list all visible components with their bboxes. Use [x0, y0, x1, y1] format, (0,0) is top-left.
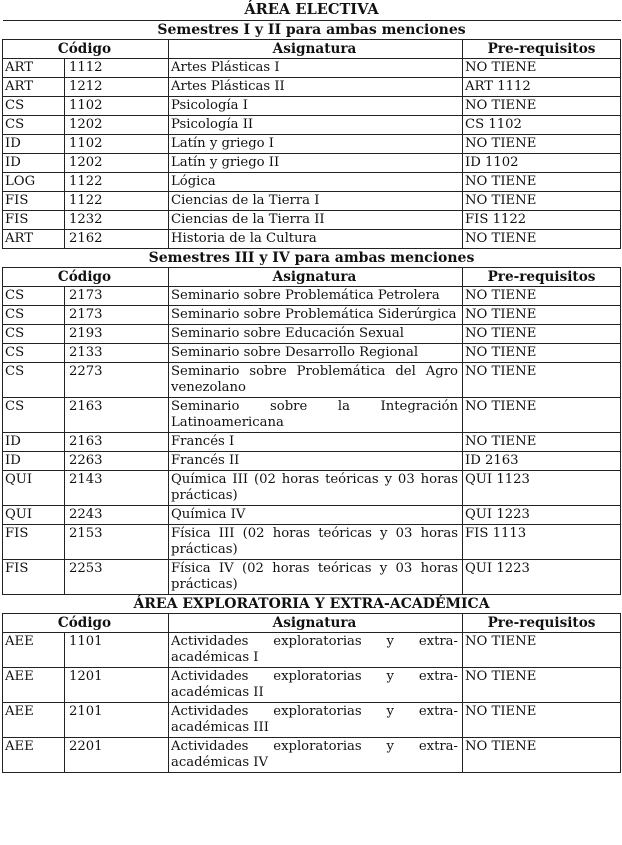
dept-cell: AEE: [3, 737, 65, 772]
subject-cell: Latín y griego II: [169, 153, 463, 172]
prerequisite-cell: NO TIENE: [463, 172, 621, 191]
dept-cell: LOG: [3, 172, 65, 191]
prerequisite-cell: QUI 1223: [463, 559, 621, 594]
prerequisite-cell: ART 1112: [463, 77, 621, 96]
subject-cell: Francés I: [169, 432, 463, 451]
table-row: [3, 343, 621, 362]
dept-cell: QUI: [3, 505, 65, 524]
dept-cell: CS: [3, 286, 65, 305]
prerequisite-cell: QUI 1223: [463, 505, 621, 524]
prerequisite-cell: FIS 1113: [463, 524, 621, 559]
section-title: Semestres I y II para ambas menciones: [3, 20, 621, 39]
table-row: [3, 559, 621, 594]
header-codigo: Código: [3, 267, 169, 286]
subject-cell: Química III (02 horas teóricas y 03 horas prácticas): [169, 470, 463, 505]
prerequisite-cell: NO TIENE: [463, 58, 621, 77]
subject-cell: Seminario sobre Problemática Petrolera: [169, 286, 463, 305]
dept-cell: CS: [3, 343, 65, 362]
table-row: [3, 702, 621, 737]
number-cell: 1102: [65, 134, 169, 153]
prerequisite-cell: CS 1102: [463, 115, 621, 134]
section-title: ÁREA EXPLORATORIA Y EXTRA-ACADÉMICA: [3, 594, 621, 613]
subject-cell: Química IV: [169, 505, 463, 524]
number-cell: 2253: [65, 559, 169, 594]
dept-cell: CS: [3, 397, 65, 432]
subject-cell: Francés II: [169, 451, 463, 470]
prerequisite-cell: NO TIENE: [463, 324, 621, 343]
dept-cell: CS: [3, 324, 65, 343]
table-row: [3, 58, 621, 77]
table-row: [3, 632, 621, 667]
prerequisite-cell: NO TIENE: [463, 305, 621, 324]
dept-cell: FIS: [3, 559, 65, 594]
table-row: [3, 77, 621, 96]
header-prerequisitos: Pre-requisitos: [463, 267, 621, 286]
prerequisite-cell: NO TIENE: [463, 286, 621, 305]
table-row: [3, 210, 621, 229]
number-cell: 1212: [65, 77, 169, 96]
table-row: [3, 432, 621, 451]
dept-cell: CS: [3, 115, 65, 134]
subject-cell: Física III (02 horas teóricas y 03 horas prácticas): [169, 524, 463, 559]
table-row: [3, 667, 621, 702]
number-cell: 2263: [65, 451, 169, 470]
page-title: ÁREA ELECTIVA: [244, 1, 379, 18]
dept-cell: ID: [3, 134, 65, 153]
dept-cell: CS: [3, 96, 65, 115]
prerequisite-cell: NO TIENE: [463, 229, 621, 248]
header-asignatura: Asignatura: [169, 267, 463, 286]
prerequisite-cell: NO TIENE: [463, 737, 621, 772]
table-row: [3, 470, 621, 505]
subject-cell: Actividades exploratorias y extra-académicas II: [169, 667, 463, 702]
prerequisite-cell: FIS 1122: [463, 210, 621, 229]
number-cell: 2101: [65, 702, 169, 737]
number-cell: 1202: [65, 115, 169, 134]
prerequisite-cell: QUI 1123: [463, 470, 621, 505]
number-cell: 2173: [65, 286, 169, 305]
dept-cell: ART: [3, 58, 65, 77]
subject-cell: Latín y griego I: [169, 134, 463, 153]
table-row: [3, 134, 621, 153]
dept-cell: CS: [3, 305, 65, 324]
prerequisite-cell: NO TIENE: [463, 191, 621, 210]
dept-cell: AEE: [3, 667, 65, 702]
dept-cell: ID: [3, 451, 65, 470]
dept-cell: FIS: [3, 524, 65, 559]
prerequisite-cell: NO TIENE: [463, 632, 621, 667]
number-cell: 2162: [65, 229, 169, 248]
header-asignatura: Asignatura: [169, 39, 463, 58]
table-row: [3, 505, 621, 524]
table-row: [3, 737, 621, 772]
number-cell: 2201: [65, 737, 169, 772]
table-row: [3, 305, 621, 324]
table-row: [3, 172, 621, 191]
section-title: Semestres III y IV para ambas menciones: [3, 248, 621, 267]
number-cell: 1112: [65, 58, 169, 77]
number-cell: 1101: [65, 632, 169, 667]
table-row: [3, 286, 621, 305]
section-title-row: [3, 248, 621, 267]
subject-cell: Artes Plásticas I: [169, 58, 463, 77]
number-cell: 2273: [65, 362, 169, 397]
number-cell: 2243: [65, 505, 169, 524]
subject-cell: Seminario sobre la Integración Latinoamericana: [169, 397, 463, 432]
subject-cell: Actividades exploratorias y extra-académicas I: [169, 632, 463, 667]
prerequisite-cell: ID 1102: [463, 153, 621, 172]
subject-cell: Seminario sobre Educación Sexual: [169, 324, 463, 343]
number-cell: 2153: [65, 524, 169, 559]
table-row: [3, 397, 621, 432]
prerequisite-cell: NO TIENE: [463, 702, 621, 737]
subject-cell: Actividades exploratorias y extra-académicas IV: [169, 737, 463, 772]
prerequisite-cell: NO TIENE: [463, 362, 621, 397]
subject-cell: Lógica: [169, 172, 463, 191]
section-title-row: [3, 594, 621, 613]
subject-cell: Física IV (02 horas teóricas y 03 horas prácticas): [169, 559, 463, 594]
number-cell: 1202: [65, 153, 169, 172]
number-cell: 2163: [65, 397, 169, 432]
subject-cell: Ciencias de la Tierra I: [169, 191, 463, 210]
dept-cell: ART: [3, 229, 65, 248]
header-prerequisitos: Pre-requisitos: [463, 613, 621, 632]
column-header-row: [3, 613, 621, 632]
column-header-row: [3, 39, 621, 58]
subject-cell: Actividades exploratorias y extra-académicas III: [169, 702, 463, 737]
table-row: [3, 229, 621, 248]
subject-cell: Psicología II: [169, 115, 463, 134]
subject-cell: Psicología I: [169, 96, 463, 115]
table-row: [3, 96, 621, 115]
table-row: [3, 115, 621, 134]
dept-cell: FIS: [3, 191, 65, 210]
prerequisite-cell: NO TIENE: [463, 134, 621, 153]
subject-cell: Artes Plásticas II: [169, 77, 463, 96]
prerequisite-cell: NO TIENE: [463, 432, 621, 451]
dept-cell: AEE: [3, 632, 65, 667]
header-asignatura: Asignatura: [169, 613, 463, 632]
table-row: [3, 153, 621, 172]
number-cell: 1201: [65, 667, 169, 702]
dept-cell: ID: [3, 432, 65, 451]
table-title-row: [3, 2, 621, 20]
table-row: [3, 191, 621, 210]
column-header-row: [3, 267, 621, 286]
table-row: [3, 451, 621, 470]
table-row: [3, 524, 621, 559]
number-cell: 2133: [65, 343, 169, 362]
subject-cell: Historia de la Cultura: [169, 229, 463, 248]
table-row: [3, 362, 621, 397]
elective-area-table: [2, 2, 621, 773]
number-cell: 2173: [65, 305, 169, 324]
prerequisite-cell: NO TIENE: [463, 397, 621, 432]
dept-cell: ID: [3, 153, 65, 172]
number-cell: 2163: [65, 432, 169, 451]
dept-cell: AEE: [3, 702, 65, 737]
dept-cell: FIS: [3, 210, 65, 229]
table-row: [3, 324, 621, 343]
number-cell: 1122: [65, 172, 169, 191]
subject-cell: Ciencias de la Tierra II: [169, 210, 463, 229]
header-prerequisitos: Pre-requisitos: [463, 39, 621, 58]
prerequisite-cell: NO TIENE: [463, 343, 621, 362]
header-codigo: Código: [3, 39, 169, 58]
number-cell: 2193: [65, 324, 169, 343]
number-cell: 2143: [65, 470, 169, 505]
subject-cell: Seminario sobre Problemática Siderúrgica: [169, 305, 463, 324]
prerequisite-cell: NO TIENE: [463, 667, 621, 702]
prerequisite-cell: ID 2163: [463, 451, 621, 470]
dept-cell: ART: [3, 77, 65, 96]
dept-cell: QUI: [3, 470, 65, 505]
number-cell: 1232: [65, 210, 169, 229]
number-cell: 1122: [65, 191, 169, 210]
section-title-row: [3, 20, 621, 39]
dept-cell: CS: [3, 362, 65, 397]
header-codigo: Código: [3, 613, 169, 632]
subject-cell: Seminario sobre Desarrollo Regional: [169, 343, 463, 362]
number-cell: 1102: [65, 96, 169, 115]
prerequisite-cell: NO TIENE: [463, 96, 621, 115]
subject-cell: Seminario sobre Problemática del Agro venezolano: [169, 362, 463, 397]
